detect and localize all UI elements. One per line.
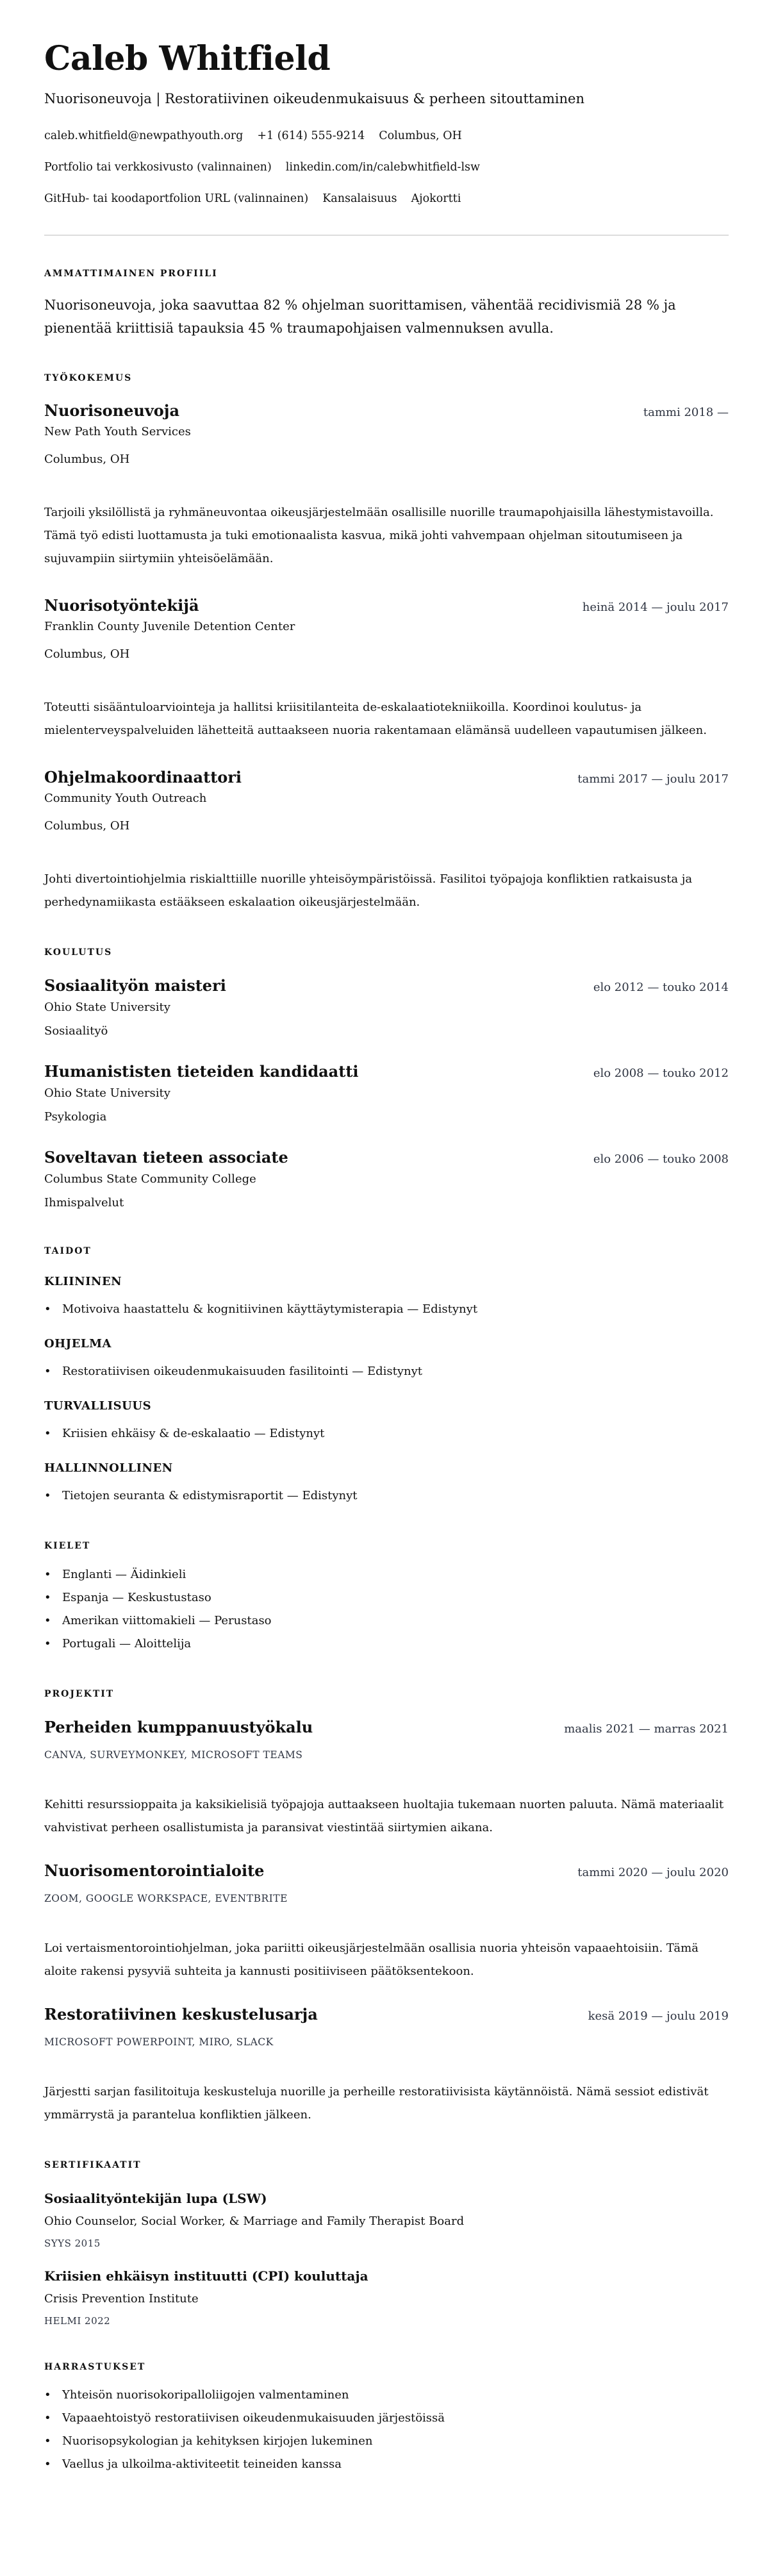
language-item: • Espanja — Keskustustaso (44, 1586, 729, 1609)
certification-issuer: Ohio Counselor, Social Worker, & Marriage and Family Therapist Board (44, 2215, 465, 2228)
certification-entry (44, 2190, 729, 2251)
education-section (44, 946, 729, 1213)
date-range: elo 2008 — touko 2012 (593, 1067, 729, 1080)
hobby-item: • Vaellus ja ulkoilma-aktiviteetit teineiden kanssa (44, 2453, 729, 2476)
education-entry (44, 1147, 729, 1213)
school-name: Ohio State University (44, 1001, 170, 1014)
certifications-section (44, 2159, 729, 2329)
skill-category: KLIININEN (44, 1275, 122, 1288)
field-of-study: Ihmispalvelut (44, 1196, 124, 1209)
project-title: Restoratiivinen keskustelusarja (44, 2005, 318, 2023)
project-technologies: MICROSOFT POWERPOINT, MIRO, SLACK (44, 2036, 274, 2048)
job-description: Toteutti sisääntuloarviointeja ja hallitsi kriisitilanteita de-eskalaatiotekniikoilla. Koordinoi koulutus- ja mielenterveyspalveluiden lähetteitä auttaakseen nuoria rakentamaan elämänsä uudelleen vapautumisen jälkeen. (44, 701, 707, 737)
project-entry (44, 1717, 729, 1840)
date-range: elo 2012 — touko 2014 (593, 981, 729, 994)
candidate-name: Caleb Whitfield (44, 39, 331, 78)
languages-list (44, 1563, 729, 1656)
project-technologies: CANVA, SURVEYMONKEY, MICROSOFT TEAMS (44, 1749, 303, 1761)
company-name: Community Youth Outreach (44, 792, 207, 805)
skill-category: TURVALLISUUS (44, 1399, 152, 1413)
field-of-study: Sosiaalityö (44, 1024, 108, 1038)
job-title: Nuorisotyöntekijä (44, 596, 199, 615)
section-heading: KOULUTUS (44, 947, 113, 958)
job-location: Columbus, OH (44, 819, 130, 833)
languages-section (44, 1540, 729, 1656)
project-entry (44, 2004, 729, 2127)
skill-item: • Kriisien ehkäisy & de-eskalaatio — Edistynyt (44, 1422, 729, 1445)
job-title: Nuorisoneuvoja (44, 401, 180, 420)
skill-list (44, 1484, 729, 1508)
skill-group (44, 1398, 729, 1445)
hobby-item: • Vapaaehtoistyö restoratiivisen oikeudenmukaisuuden järjestöissä (44, 2407, 729, 2430)
company-name: New Path Youth Services (44, 425, 191, 438)
certification-entry (44, 2267, 729, 2329)
location: Columbus, OH (379, 129, 462, 142)
experience-section (44, 372, 729, 914)
section-heading: KIELET (44, 1541, 91, 1551)
job-location: Columbus, OH (44, 647, 130, 661)
hobby-item: • Nuorisopsykologian ja kehityksen kirjojen lukeminen (44, 2430, 729, 2453)
skill-item: • Motivoiva haastattelu & kognitiivinen käyttäytymisterapia — Edistynyt (44, 1298, 729, 1321)
entry-header (44, 1861, 729, 1881)
portfolio-link[interactable]: Portfolio tai verkkosivusto (valinnainen) (44, 161, 272, 174)
entry-header (44, 1147, 729, 1168)
contact-row (44, 183, 729, 215)
project-technologies: ZOOM, GOOGLE WORKSPACE, EVENTBRITE (44, 1893, 288, 1904)
date-range: maalis 2021 — marras 2021 (564, 1722, 729, 1736)
project-entry (44, 1861, 729, 1983)
language-item: • Englanti — Äidinkieli (44, 1563, 729, 1586)
degree-title: Sosiaalityön maisteri (44, 976, 226, 995)
section-heading: TYÖKOKEMUS (44, 373, 133, 383)
skill-category: HALLINNOLLINEN (44, 1461, 173, 1475)
profile-summary: Nuorisoneuvoja, joka saavuttaa 82 % ohjelman suorittamisen, vähentää recidivismiä 28 % ja pienentää kriittisiä tapauksia 45 % traumapohjaisen valmennuksen avulla. (44, 297, 676, 336)
field-of-study: Psykologia (44, 1110, 107, 1124)
citizenship: Kansalaisuus (322, 192, 397, 205)
skill-category: OHJELMA (44, 1337, 112, 1350)
drivers-license: Ajokortti (411, 192, 461, 205)
job-entry (44, 401, 729, 570)
certification-issuer: Crisis Prevention Institute (44, 2292, 199, 2306)
school-name: Ohio State University (44, 1086, 170, 1100)
section-heading: HARRASTUKSET (44, 2362, 146, 2372)
contact-info (44, 120, 729, 215)
project-description: Kehitti resurssioppaita ja kaksikielisiä työpajoja auttaakseen huoltajia tukemaan nuorten paluuta. Nämä materiaalit vahvistivat perheen osallistumista ja paransivat viestintää siirtymien aikana. (44, 1798, 724, 1834)
entry-header (44, 767, 729, 788)
contact-row (44, 152, 729, 183)
certification-title: Kriisien ehkäisyn instituutti (CPI) kouluttaja (44, 2268, 368, 2284)
skill-group (44, 1336, 729, 1383)
project-title: Perheiden kumppanuustyökalu (44, 1718, 313, 1736)
github-link[interactable]: GitHub- tai koodaportfolion URL (valinnainen) (44, 192, 309, 205)
project-title: Nuorisomentorointialoite (44, 1861, 265, 1880)
date-range: tammi 2020 — joulu 2020 (577, 1866, 729, 1879)
resume (44, 40, 729, 2553)
headline: Nuorisoneuvoja | Restoratiivinen oikeudenmukaisuus & perheen sitouttaminen (44, 91, 584, 106)
date-range: tammi 2018 — (643, 406, 729, 419)
skill-item: • Tietojen seuranta & edistymisraportit — Edistynyt (44, 1484, 729, 1508)
entry-header (44, 401, 729, 421)
resume-header (44, 40, 729, 215)
profile-section (44, 267, 729, 340)
education-entry (44, 1061, 729, 1127)
entry-header (44, 1717, 729, 1738)
entry-header (44, 595, 729, 616)
job-entry (44, 595, 729, 742)
certification-title: Sosiaalityöntekijän lupa (LSW) (44, 2191, 267, 2206)
linkedin-link[interactable]: linkedin.com/in/calebwhitfield-lsw (285, 161, 480, 174)
date-range: elo 2006 — touko 2008 (593, 1152, 729, 1166)
hobby-item: • Yhteisön nuorisokoripalloliigojen valmentaminen (44, 2384, 729, 2407)
section-heading: TAIDOT (44, 1246, 92, 1256)
entry-header (44, 976, 729, 996)
date-range: heinä 2014 — joulu 2017 (582, 601, 729, 614)
skill-item: • Restoratiivisen oikeudenmukaisuuden fasilitointi — Edistynyt (44, 1360, 729, 1383)
job-entry (44, 767, 729, 914)
contact-row (44, 120, 729, 152)
degree-title: Humanististen tieteiden kandidaatti (44, 1062, 359, 1081)
skill-group (44, 1460, 729, 1508)
company-name: Franklin County Juvenile Detention Center (44, 620, 295, 633)
certification-date: SYYS 2015 (44, 2238, 101, 2249)
language-item: • Portugali — Aloittelija (44, 1633, 729, 1656)
hobbies-section (44, 2361, 729, 2476)
phone: +1 (614) 555-9214 (257, 129, 365, 142)
language-item: • Amerikan viittomakieli — Perustaso (44, 1609, 729, 1633)
section-heading: AMMATTIMAINEN PROFIILI (44, 269, 218, 279)
job-description: Johti divertointiohjelmia riskialttiille nuorille yhteisöympäristöissä. Fasilitoi työpajoja konfliktien ratkaisusta ja perhedynamiikasta estääkseen eskalaation oikeusjärjestelmään. (44, 872, 693, 909)
project-description: Loi vertaismentorointiohjelman, joka pariitti oikeusjärjestelmään osallisia nuoria yhteisön vapaaehtoisiin. Tämä aloite rakensi pysyviä suhteita ja kannusti positiiviseen päätöksentekoon. (44, 1941, 699, 1978)
entry-header (44, 1061, 729, 1082)
date-range: tammi 2017 — joulu 2017 (577, 772, 729, 786)
project-description: Järjestti sarjan fasilitoituja keskusteluja nuorille ja perheille restoratiivisista käytännöistä. Nämä sessiot edistivät ymmärrystä ja parantelua konfliktien jälkeen. (44, 2085, 709, 2122)
certification-date: HELMI 2022 (44, 2315, 111, 2327)
skill-list (44, 1298, 729, 1321)
date-range: kesä 2019 — joulu 2019 (588, 2009, 729, 2023)
degree-title: Soveltavan tieteen associate (44, 1148, 288, 1167)
skill-list (44, 1360, 729, 1383)
school-name: Columbus State Community College (44, 1172, 256, 1186)
projects-section (44, 1688, 729, 2127)
section-heading: PROJEKTIT (44, 1689, 115, 1699)
job-title: Ohjelmakoordinaattori (44, 768, 242, 786)
header-divider (44, 235, 729, 236)
skill-list (44, 1422, 729, 1445)
entry-header (44, 2004, 729, 2025)
email-link[interactable]: caleb.whitfield@newpathyouth.org (44, 129, 244, 142)
skills-section (44, 1245, 729, 1508)
section-heading: SERTIFIKAATIT (44, 2160, 142, 2170)
job-description: Tarjoili yksilöllistä ja ryhmäneuvontaa oikeusjärjestelmään osallisille nuorille traumapohjaisilla lähestymistavoilla. Tämä työ edisti luottamusta ja tuki emotionaalista kasvua, mikä johti vahvempaan ohjelman sitoutumiseen ja sujuvampiin siirtymiin yhteisöelämään. (44, 506, 714, 565)
skill-group (44, 1274, 729, 1321)
job-location: Columbus, OH (44, 453, 130, 466)
hobbies-list (44, 2384, 729, 2476)
education-entry (44, 976, 729, 1041)
